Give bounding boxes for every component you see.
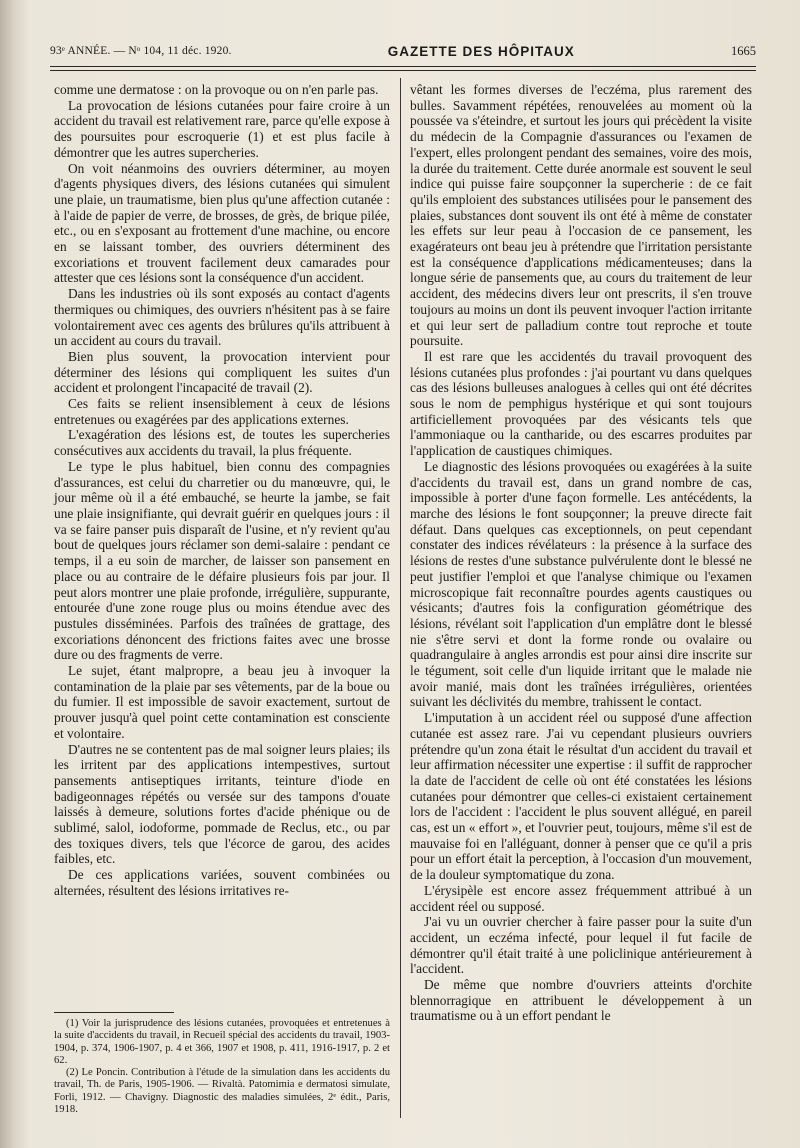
footnotes — [54, 1018, 390, 1116]
paragraph: De même que nombre d'ouvriers atteints d'orchite blennorragique en attribuent le développement à un traumatisme ou à un effort pendant le — [410, 977, 752, 1024]
paragraph: On voit néanmoins des ouvriers déterminer, au moyen d'agents physiques divers, des lésions cutanées qui simulent une plaie, un traumatisme, bien plus qu'une affection cutanée : à l'aide de papier de verre, de brosses, de grès, de brique pilée, etc., ou en s'exposant au frottement d'une machine, ou encore en se laissant tomber, des ouvriers déterminent des excoriations et trouvent facilement deux camarades pour attester que ces lésions sont la conséquence d'un accident. — [54, 160, 390, 286]
header-rule-thick — [50, 66, 756, 67]
page-header — [50, 38, 756, 64]
column-divider — [400, 78, 401, 1118]
paragraph: Bien plus souvent, la provocation intervient pour déterminer des lésions qui compliquent les suites d'un accident et prolongent l'incapacité de travail (2). — [54, 348, 390, 396]
paragraph: Le diagnostic des lésions provoquées ou exagérées à la suite d'accidents du travail est, dans un grand nombre de cas, impossible à porter d'une façon formelle. Les antécédents, la marche des lésions le font soupçonner; la preuve directe fait défaut. Dans quelques cas exceptionnels, on peut cependant constater des indices révélateurs : la présence à la surface des lésions de restes d'une substance pulvérulente dont le blessé ne peut justifier l'emploi et que l'analyse chimique ou l'examen microscopique fait reconnaître pourdes agents caustiques ou vésicants; d'autres fois la configuration géométrique des lésions, révélant soit l'application d'un emplâtre dont le blessé nie s'être servi et dont la forme ronde ou ovalaire ou quadrangulaire à angles arrondis est pour ainsi dire inscrite sur le tégument, soit celle d'un liquide irritant que le malade nie avoir manié, mais dont les traînées irrégulières, orientées suivant les déclivités du membre, trahissent le contact. — [410, 458, 752, 710]
paragraph: Il est rare que les accidentés du travail provoquent des lésions cutanées plus profondes : j'ai pourtant vu dans quelques cas des lésions bulleuses analogues à celles qui ont été décrites sous le nom de pemphigus hystérique et qui sont toujours artificiellement provoquées par des vésicants tels que l'ammoniaque ou la cantharide, ou des escarres produites par l'application de caustiques chimiques. — [410, 348, 752, 459]
paragraph: Ces faits se relient insensiblement à ceux de lésions entretenues ou exagérées par des applications externes. — [54, 396, 390, 427]
footnote-2: (2) Le Poncin. Contribution à l'étude de la simulation dans les accidents du travail, Th. de Paris, 1905-1906. — Rivaltà. Patomimia e dermatosi simulate, Forli, 1912. — Chavigny. Diagnostic des maladies simulées, 2ᵉ édit., Paris, 1918. — [54, 1067, 390, 1116]
paragraph: comme une dermatose : on la provoque ou on n'en parle pas. — [54, 82, 379, 97]
paragraph: vêtant les formes diverses de l'eczéma, plus rarement des bulles. Savamment répétées, renouvelées au moment où la poussée va s'éteindre, et surtout les jours qui précèdent la visite du médecin de la Compagnie d'assurances ou l'examen de l'expert, elles prolongent pendant des semaines, voire des mois, la durée du traitement. Cette durée anormale est souvent le seul indice qui puisse faire soupçonner la supercherie : de ce fait qu'ils emploient des substances utilisées pour le pansement des plaies, substances dont souvent ils ont été à même de constater les effets sur leur peau à l'occasion de ce pansement, les exagérateurs ont beau jeu à prétendre que l'irritation persistante est la conséquence d'applications médicamenteuses; dans la longue série de pansements que, au cours du traitement de leur accident, des médecins divers leur ont prescrits, il s'en trouve toujours au moins un dont ils peuvent invoquer l'action irritante et qui leur sert de palladium contre tout reproche et toute poursuite. — [410, 82, 752, 349]
paragraph: De ces applications variées, souvent combinées ou alternées, résultent des lésions irritatives re- — [54, 867, 390, 898]
paragraph: La provocation de lésions cutanées pour faire croire à un accident du travail est relativement rare, parce qu'elle expose à des poursuites pour escroquerie (1) et est plus facile à démontrer que les autres supercheries. — [54, 97, 390, 160]
page-number: 1665 — [731, 43, 756, 58]
right-column — [410, 82, 752, 1024]
footnote-1: (1) Voir la jurisprudence des lésions cutanées, provoquées et entretenues à la suite d'accidents du travail, in Recueil spécial des accidents du travail, 1903-1904, p. 374, 1906-1907, p. 4 et 366, 1907 et 1908, p. 411, 1916-1917, p. 2 et 62. — [54, 1018, 390, 1066]
header-rule-thin — [50, 70, 756, 71]
paragraph: Le sujet, étant malpropre, a beau jeu à invoquer la contamination de la plaie par ses vêtements, par de la boue ou du fumier. Il est impossible de savoir exactement, surtout de prouver jusqu'à quel point cette contamination est consciente et volontaire. — [54, 663, 390, 741]
left-column — [54, 82, 390, 899]
paragraph: D'autres ne se contentent pas de mal soigner leurs plaies; ils les irritent par des applications intempestives, surtout pansements antiseptiques irritants, teinture d'iode en badigeonnages répétés ou versée sur des tampons d'ouate laissés à demeure, solutions fortes d'acide phénique ou de sublimé, salol, iodoforme, pommade de Reclus, etc., ou par des toxiques divers, tels que l'écorce de garou, des acides faibles, etc. — [54, 741, 390, 867]
paragraph: L'imputation à un accident réel ou supposé d'une affection cutanée est assez rare. J'ai vu cependant plusieurs ouvriers prétendre qu'un zona était le résultat d'un accident du travail et leur affirmation nécessiter une expertise : il suffit de rapprocher la date de l'accident de celle où ont été constatées les lésions cutanées pour démontrer que celles-ci existaient certainement lors de l'accident : l'accident le plus souvent allégué, en pareil cas, est un « effort », et l'ouvrier peut, toujours, même s'il est de mauvaise foi en l'alléguant, donner à penser que ce qu'il a pris pour un effort était la perception, à l'occasion d'un mouvement, de la douleur symptomatique du zona. — [410, 710, 752, 883]
paragraph: J'ai vu un ouvrier chercher à faire passer pour la suite d'un accident, un eczéma infecté, pour lequel il fut facile de démontrer qu'il était traité à une policlinique antérieurement à l'accident. — [410, 914, 752, 977]
paragraph: Le type le plus habituel, bien connu des compagnies d'assurances, est celui du charretier ou du manœuvre, qui, le jour même où il a été embauché, se heurte la jambe, se fait une plaie insignifiante, qui devrait guérir en quelques jours : il va se faire panser puis disparaît de l'usine, et n'y revient qu'au bout de quelques jours réclamer son demi-salaire : pendant ce temps, il a eu soin de marcher, de laisser son pansement en place ou au contraire de le défaire plusieurs fois par jour. Il peut alors montrer une plaie profonde, irrégulière, suppurante, entourée d'une zone rouge plus ou moins étendue avec des pustules disséminées. Parfois des traînées de grattage, des excoriations dénoncent des frictions faites avec une brosse dure ou des fragments de verre. — [54, 458, 390, 663]
issue-info: 93ᵉ ANNÉE. — Nᵒ 104, 11 déc. 1920. — [50, 45, 232, 57]
footnote-rule — [54, 1012, 174, 1013]
journal-title: GAZETTE DES HÔPITAUX — [387, 43, 575, 59]
paragraph: L'érysipèle est encore assez fréquemment attribué à un accident réel ou supposé. — [410, 882, 752, 914]
paragraph: L'exagération des lésions est, de toutes les supercheries consécutives aux accidents du travail, la plus fréquente. — [54, 427, 390, 459]
paragraph: Dans les industries où ils sont exposés au contact d'agents thermiques ou chimiques, des ouvriers n'hésitent pas à se faire volontairement avec ces agents des brûlures qu'ils attribuent à un accident au cours du travail. — [54, 286, 390, 349]
